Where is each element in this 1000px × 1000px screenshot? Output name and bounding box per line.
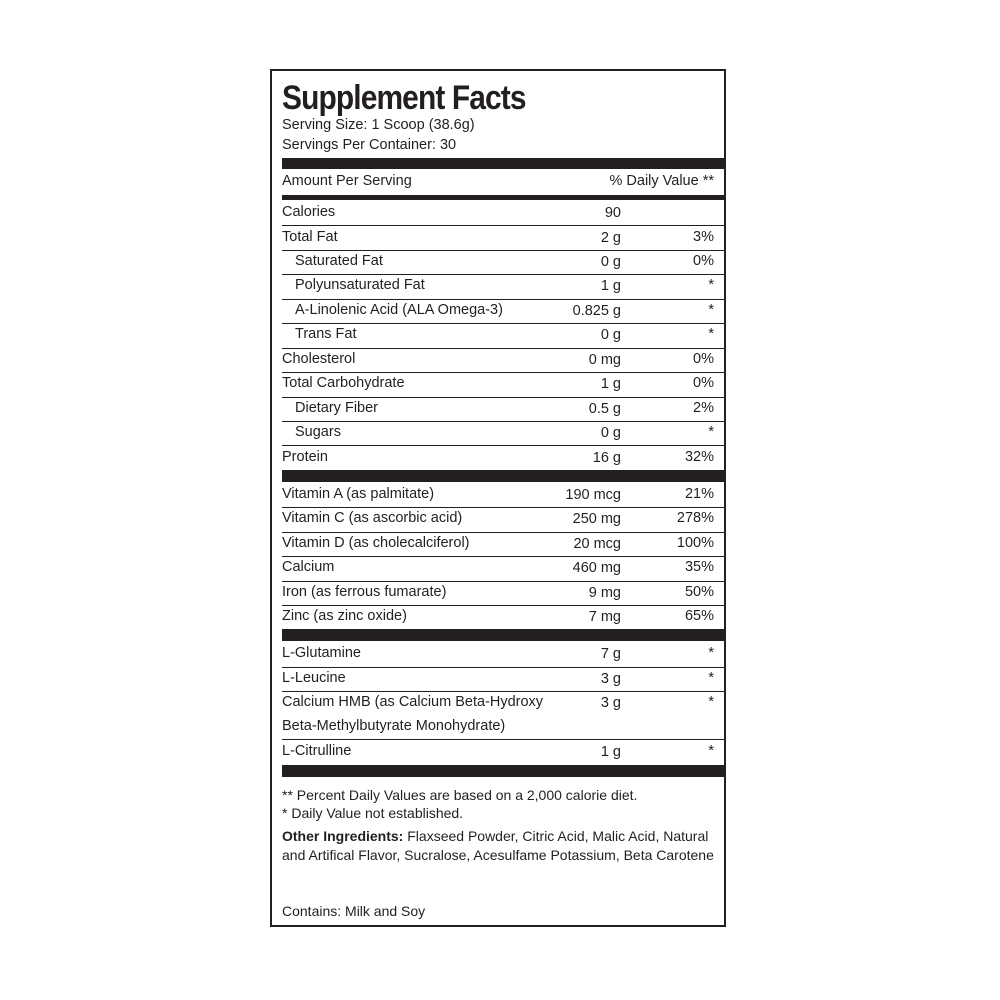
nutrient-name: Saturated Fat [295,253,383,269]
nutrient-amount: 0 g [600,254,621,270]
nutrient-name: A-Linolenic Acid (ALA Omega-3) [295,302,503,318]
nutrient-amount: 1 g [600,278,621,294]
nutrient-amount: 0 g [600,425,621,441]
table-row [282,446,724,470]
ingredient-amount: 1 g [600,744,621,760]
table-row [282,691,724,739]
serving-size: Serving Size: 1 Scoop (38.6g) [282,117,475,133]
nutrient-name: Total Fat [282,229,338,245]
ingredient-name-line2: Beta-Methylbutyrate Monohydrate) [282,718,506,734]
table-row [282,532,724,556]
daily-value-header: % Daily Value ** [609,173,714,189]
nutrient-amount: 0 mg [588,352,621,368]
vitamin-amount: 190 mcg [565,487,621,503]
thick-divider [282,629,724,641]
ingredient-dv: * [708,645,714,661]
table-row [282,642,724,666]
nutrient-dv: 0% [693,375,714,391]
vitamin-name: Vitamin D (as cholecalciferol) [282,535,470,551]
nutrient-dv: 0% [693,351,714,367]
allergen-statement: Contains: Milk and Soy [282,903,426,919]
ingredient-amount: 3 g [600,695,621,711]
other-ingredients [282,827,722,864]
vitamin-name: Calcium [282,559,335,575]
vitamin-name: Vitamin C (as ascorbic acid) [282,510,463,526]
other-ingredients-list: Flaxseed Powder, Citric Acid, Malic Acid, Natural and Artifical Flavor, Sucralose, Acesulfame Potassium, Beta Carotene [282,828,714,863]
table-row [282,397,724,421]
table-row [282,581,724,605]
table-row [282,605,724,629]
table-row [282,483,724,507]
thick-divider [282,158,724,169]
vitamin-amount: 9 mg [588,585,621,601]
other-ingredients-label: Other Ingredients: [282,828,404,844]
ingredient-name: L-Leucine [282,670,346,686]
nutrient-amount: 0 g [600,327,621,343]
table-row [282,507,724,531]
supplement-facts-panel [270,69,726,927]
ingredient-amount: 3 g [600,671,621,687]
ingredient-name: L-Citrulline [282,743,352,759]
nutrient-amount: 2 g [600,230,621,246]
vitamin-amount: 7 mg [588,609,621,625]
nutrient-name: Total Carbohydrate [282,375,405,391]
panel-content [282,71,724,925]
nutrient-dv: * [708,326,714,342]
nutrient-amount: 1 g [600,376,621,392]
percent-dv-note: ** Percent Daily Values are based on a 2,000 calorie diet. [282,787,638,803]
vitamin-dv: 100% [676,535,714,551]
servings-per-container: Servings Per Container: 30 [282,137,457,153]
dv-not-established-note: * Daily Value not established. [282,805,464,821]
vitamin-name: Zinc (as zinc oxide) [282,608,407,624]
nutrient-dv: 0% [693,253,714,269]
nutrient-name: Polyunsaturated Fat [295,277,425,293]
ingredient-dv: * [708,694,714,710]
nutrient-name: Protein [282,449,328,465]
ingredient-dv: * [708,670,714,686]
nutrient-dv: 3% [693,229,714,245]
vitamin-dv: 50% [684,584,714,600]
vitamin-dv: 278% [676,510,714,526]
nutrient-name: Sugars [295,424,341,440]
nutrient-amount: 0.825 g [572,303,621,319]
vitamin-dv: 21% [684,486,714,502]
ingredient-amount: 7 g [600,646,621,662]
vitamin-name: Iron (as ferrous fumarate) [282,584,447,600]
table-row [282,348,724,372]
panel-title: Supplement Facts [282,79,526,117]
table-row [282,201,724,225]
ingredient-name: Calcium HMB (as Calcium Beta-Hydroxy [282,694,544,710]
table-row [282,372,724,396]
thick-divider [282,765,724,777]
table-row [282,226,724,250]
table-row [282,667,724,691]
nutrient-dv: 2% [693,400,714,416]
medium-divider [282,195,724,200]
vitamin-name: Vitamin A (as palmitate) [282,486,435,502]
vitamin-dv: 65% [684,608,714,624]
vitamin-amount: 460 mg [572,560,621,576]
nutrient-dv: * [708,277,714,293]
nutrient-name: Dietary Fiber [295,400,378,416]
table-row [282,323,724,347]
vitamin-dv: 35% [684,559,714,575]
vitamin-amount: 20 mcg [573,536,621,552]
nutrient-dv: 32% [684,449,714,465]
table-row [282,421,724,445]
nutrient-amount: 90 [604,205,621,221]
amount-header: Amount Per Serving [282,173,412,189]
nutrient-dv: * [708,302,714,318]
thick-divider [282,470,724,482]
table-row [282,556,724,580]
ingredient-name: L-Glutamine [282,645,361,661]
table-row [282,250,724,274]
table-row [282,274,724,298]
nutrient-amount: 0.5 g [588,401,621,417]
table-row [282,740,724,764]
vitamin-amount: 250 mg [572,511,621,527]
ingredient-dv: * [708,743,714,759]
nutrient-name: Calories [282,204,336,220]
nutrient-dv: * [708,424,714,440]
nutrient-name: Trans Fat [295,326,357,342]
nutrient-name: Cholesterol [282,351,356,367]
nutrient-amount: 16 g [592,450,621,466]
table-row [282,299,724,323]
